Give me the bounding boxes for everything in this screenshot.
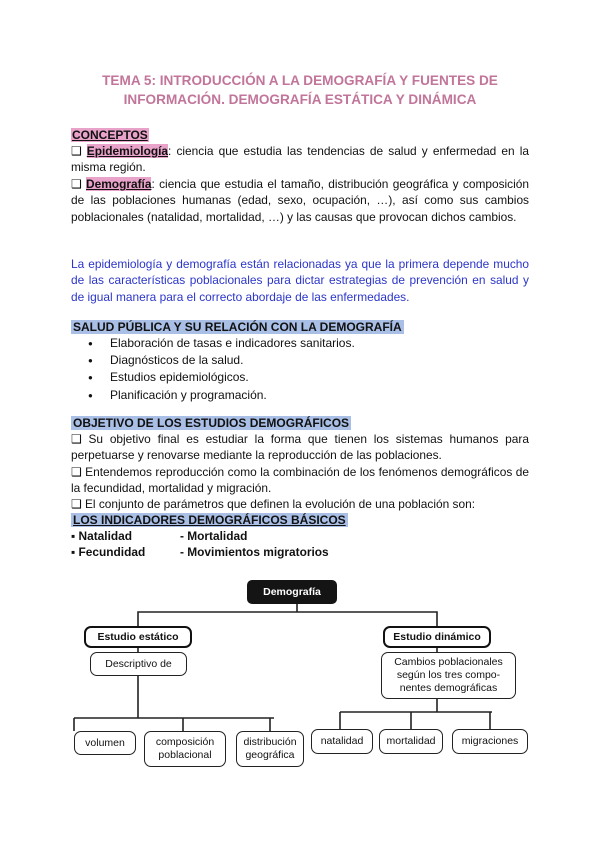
leaf-composicion-poblacional: composición poblacional <box>144 731 226 767</box>
objetivo-paragraph-1: ❑ Su objetivo final es estudiar la forma que tienen los sistemas humanos para perpetuarse y renovarse mediante la reproducción de las poblaciones. <box>71 432 529 463</box>
node-demografia: Demografía <box>247 580 337 604</box>
indicator-mortalidad: - Mortalidad <box>180 529 248 543</box>
conceptos-heading: CONCEPTOS <box>72 128 148 142</box>
node-estudio-dinamico: Estudio dinámico <box>383 626 491 648</box>
term-epidemiologia: Epidemiología <box>86 144 169 158</box>
leaf-distribucion-geografica: distribución geográfica <box>236 731 304 767</box>
indicator-migratorios: - Movimientos migratorios <box>180 545 329 559</box>
leaf-volumen: volumen <box>74 731 136 755</box>
checkbox-icon: ❑ <box>71 432 82 446</box>
title-line-1: TEMA 5: INTRODUCCIÓN A LA DEMOGRAFÍA Y FUENTES DE <box>102 73 498 88</box>
objetivo-heading: OBJETIVO DE LOS ESTUDIOS DEMOGRÁFICOS <box>73 416 350 430</box>
title-line-2: INFORMACIÓN. DEMOGRAFÍA ESTÁTICA Y DINÁMICA <box>123 92 477 107</box>
list-item: ● Elaboración de tasas e indicadores sanitarios. <box>88 335 355 352</box>
indicadores-heading: LOS INDICADORES DEMOGRÁFICOS BÁSICOS <box>73 513 346 527</box>
term-demografia: Demografía <box>86 177 152 191</box>
leaf-mortalidad: mortalidad <box>379 729 443 754</box>
indicator-fecundidad: ▪ Fecundidad <box>71 545 146 559</box>
checkbox-icon: ❑ <box>71 465 82 479</box>
indicator-natalidad: ▪ Natalidad <box>71 529 133 543</box>
list-item: ● Planificación y programación. <box>88 387 355 404</box>
node-descriptivo: Descriptivo de <box>90 652 187 676</box>
objetivo-paragraph-3: ❑ El conjunto de parámetros que definen la evolución de una población son: <box>71 497 475 511</box>
objetivo-paragraph-2: ❑ Entendemos reproducción como la combinación de los fenómenos demográficos de la fecundidad, mortalidad y migración. <box>71 465 529 496</box>
relation-paragraph: La epidemiología y demografía están relacionadas ya que la primera depende mucho de las características poblacionales para dictar estrategias de prevención en salud y de igual manera para el correcto abordaje de las enfermedades. <box>71 257 529 304</box>
node-cambios-poblacionales: Cambios poblacionales según los tres compo- nentes demográficas <box>381 652 516 699</box>
checkbox-icon: ❑ <box>71 497 82 511</box>
checkbox-icon: ❑ <box>71 177 82 191</box>
definition-demografia: ❑ Demografía: ciencia que estudia el tamaño, distribución geográfica y composición de las poblaciones humanas (edad, sexo, ocupación, …), así como sus cambios poblacionales (natalidad, mortalidad, …) y las causas que provocan dichos cambios. <box>71 177 529 224</box>
definition-epidemiologia: ❑ Epidemiología: ciencia que estudia las tendencias de salud y enfermedad en la misma región. <box>71 144 529 175</box>
salud-heading: SALUD PÚBLICA Y SU RELACIÓN CON LA DEMOGRAFÍA <box>73 320 402 334</box>
leaf-natalidad: natalidad <box>311 729 373 754</box>
list-item: ● Estudios epidemiológicos. <box>88 369 355 386</box>
checkbox-icon: ❑ <box>71 144 82 158</box>
list-item: ● Diagnósticos de la salud. <box>88 352 355 369</box>
leaf-migraciones: migraciones <box>452 729 528 754</box>
node-estudio-estatico: Estudio estático <box>84 626 192 648</box>
